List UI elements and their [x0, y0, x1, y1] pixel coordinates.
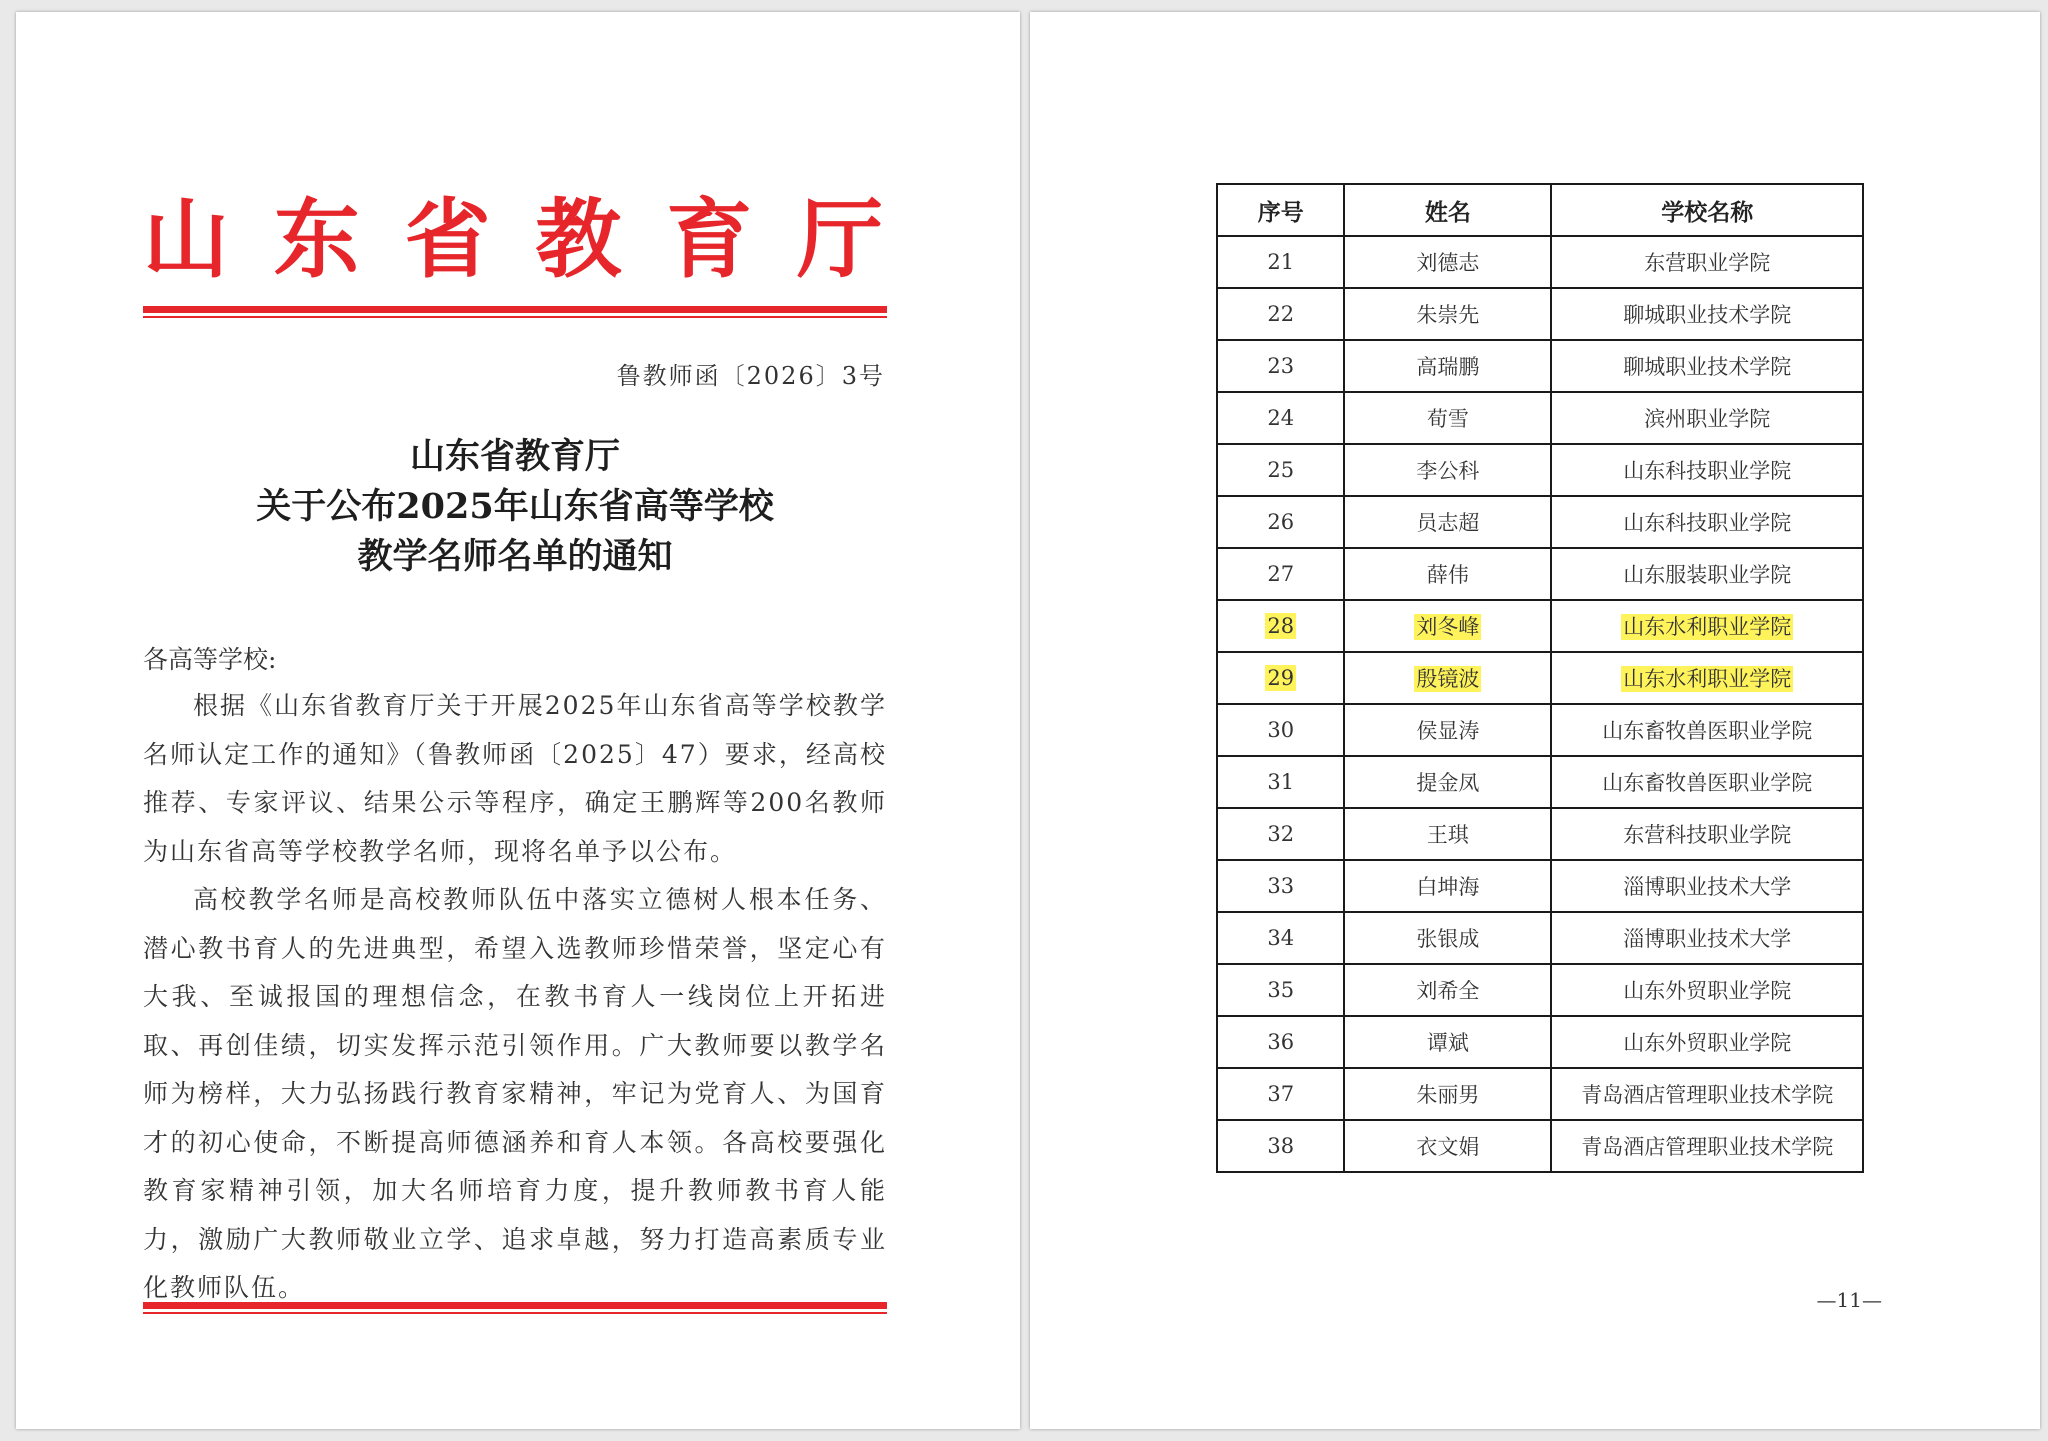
cell-name-text: 刘德志: [1416, 251, 1480, 275]
table-row: [1217, 704, 1863, 756]
cell-name-text: 殷镜波: [1416, 667, 1480, 691]
cell-name: [1344, 600, 1551, 652]
table-body: [1217, 236, 1863, 1172]
table-row: [1217, 912, 1863, 964]
cell-school: [1551, 1016, 1863, 1068]
cell-number: [1217, 444, 1344, 496]
cell-name-text: 高瑞鹏: [1416, 355, 1480, 379]
cell-number-text: 29: [1267, 666, 1295, 690]
cell-number: [1217, 756, 1344, 808]
cell-number-text: 22: [1267, 302, 1295, 326]
cell-number: [1217, 600, 1344, 652]
cell-name-text: 薛伟: [1426, 563, 1469, 587]
masthead-char: 育: [666, 189, 753, 290]
cell-school-text: 东营科技职业学院: [1623, 823, 1792, 847]
cell-number-text: 37: [1267, 1082, 1295, 1106]
cell-number-text: 28: [1267, 614, 1295, 638]
cell-name: [1344, 756, 1551, 808]
cell-number: [1217, 704, 1344, 756]
table-row: [1217, 652, 1863, 704]
masthead-char: 厅: [796, 189, 883, 290]
cell-school-text: 淄博职业技术大学: [1623, 875, 1792, 899]
table-row: [1217, 600, 1863, 652]
cell-name: [1344, 340, 1551, 392]
cell-school-text: 青岛酒店管理职业技术学院: [1581, 1135, 1834, 1159]
table-row: [1217, 1016, 1863, 1068]
header-school: 学校名称: [1551, 184, 1863, 236]
table-row: [1217, 548, 1863, 600]
cell-school-text: 山东服装职业学院: [1623, 563, 1792, 587]
masthead-char: 东: [273, 189, 360, 290]
masthead-char: 教: [535, 189, 622, 290]
header-name: 姓名: [1344, 184, 1551, 236]
cell-name-text: 提金凤: [1416, 771, 1480, 795]
cell-number-text: 31: [1267, 770, 1295, 794]
table-row: [1217, 964, 1863, 1016]
table-row: [1217, 1120, 1863, 1172]
table-row: [1217, 808, 1863, 860]
cell-name-text: 朱崇先: [1416, 303, 1480, 327]
cell-number-text: 32: [1267, 822, 1295, 846]
table-row: [1217, 1068, 1863, 1120]
footer-divider: [143, 1302, 887, 1314]
cell-school-text: 山东科技职业学院: [1623, 511, 1792, 535]
cell-number-text: 23: [1267, 354, 1295, 378]
cell-name-text: 员志超: [1416, 511, 1480, 535]
body-paragraph: 根据《山东省教育厅关于开展2025年山东省高等学校教学名师认定工作的通知》（鲁教师函〔2025〕47）要求，经高校推荐、专家评议、结果公示等程序，确定王鹏辉等200名教师为山东省高等学校教学名师，现将名单予以公布。: [143, 691, 887, 866]
cell-school-text: 淄博职业技术大学: [1623, 927, 1792, 951]
title-line: 关于公布2025年山东省高等学校: [256, 486, 774, 527]
cell-name-text: 王琪: [1426, 823, 1469, 847]
cell-number: [1217, 288, 1344, 340]
cell-number: [1217, 1068, 1344, 1120]
cell-name-text: 衣文娟: [1416, 1135, 1480, 1159]
cell-school-text: 山东水利职业学院: [1623, 615, 1792, 639]
cell-school: [1551, 808, 1863, 860]
cell-number-text: 33: [1267, 874, 1295, 898]
cell-name: [1344, 392, 1551, 444]
cell-school: [1551, 548, 1863, 600]
masthead: [143, 190, 883, 290]
cell-name: [1344, 652, 1551, 704]
cell-number: [1217, 964, 1344, 1016]
table-row: [1217, 236, 1863, 288]
table-row: [1217, 496, 1863, 548]
cell-number-text: 30: [1267, 718, 1295, 742]
cell-name-text: 荀雪: [1426, 407, 1469, 431]
cell-school: [1551, 704, 1863, 756]
teacher-list-table: [1216, 183, 1864, 1173]
cell-name: [1344, 704, 1551, 756]
table-row: [1217, 860, 1863, 912]
cell-school-text: 聊城职业技术学院: [1623, 355, 1792, 379]
table-header-row: [1217, 184, 1863, 236]
cell-school: [1551, 496, 1863, 548]
cell-name-text: 朱丽男: [1416, 1083, 1480, 1107]
cell-school: [1551, 1068, 1863, 1120]
body-paragraph: 高校教学名师是高校教师队伍中落实立德树人根本任务、潜心教书育人的先进典型，希望入选教师珍惜荣誉，坚定心有大我、至诚报国的理想信念，在教书育人一线岗位上开拓进取、再创佳绩，切实发挥示范引领作用。广大教师要以教学名师为榜样，大力弘扬践行教育家精神，牢记为党育人、为国育才的初心使命，不断提高师德涵养和育人本领。各高校要强化教育家精神引领，加大名师培育力度，提升教师教书育人能力，激励广大教师敬业立学、追求卓越，努力打造高素质专业化教师队伍。: [143, 885, 887, 1302]
title-line: 山东省教育厅: [409, 436, 620, 477]
cell-name-text: 白坤海: [1416, 875, 1480, 899]
cell-number: [1217, 808, 1344, 860]
cell-school: [1551, 288, 1863, 340]
cell-name-text: 张银成: [1416, 927, 1480, 951]
cell-name-text: 刘希全: [1416, 979, 1480, 1003]
masthead-char: 山: [143, 189, 229, 290]
cell-school: [1551, 756, 1863, 808]
cell-name: [1344, 236, 1551, 288]
cell-school-text: 山东外贸职业学院: [1623, 979, 1792, 1003]
table-row: [1217, 444, 1863, 496]
masthead-char: 省: [404, 189, 491, 290]
cell-name: [1344, 288, 1551, 340]
cell-school: [1551, 912, 1863, 964]
cell-number-text: 36: [1267, 1030, 1295, 1054]
cell-school-text: 聊城职业技术学院: [1623, 303, 1792, 327]
cell-school: [1551, 340, 1863, 392]
cell-name: [1344, 808, 1551, 860]
cell-number: [1217, 548, 1344, 600]
salutation: 各高等学校:: [143, 645, 277, 674]
cell-number-text: 38: [1267, 1134, 1295, 1158]
cell-name: [1344, 548, 1551, 600]
cell-number-text: 35: [1267, 978, 1295, 1002]
cell-name: [1344, 860, 1551, 912]
cell-school: [1551, 1120, 1863, 1172]
cell-number-text: 26: [1267, 510, 1295, 534]
cell-number: [1217, 912, 1344, 964]
cell-name-text: 李公科: [1416, 459, 1480, 483]
cell-school-text: 滨州职业学院: [1644, 407, 1771, 431]
cell-number-text: 25: [1267, 458, 1295, 482]
table-row: [1217, 288, 1863, 340]
cell-name: [1344, 444, 1551, 496]
cell-name: [1344, 1016, 1551, 1068]
cell-number: [1217, 340, 1344, 392]
document-page-right: [1030, 12, 2040, 1429]
cell-number-text: 21: [1267, 250, 1295, 274]
cell-name: [1344, 964, 1551, 1016]
cell-school: [1551, 392, 1863, 444]
cell-school-text: 山东畜牧兽医职业学院: [1602, 719, 1813, 743]
cell-number: [1217, 1120, 1344, 1172]
cell-school-text: 东营职业学院: [1644, 251, 1771, 275]
cell-school-text: 山东水利职业学院: [1623, 667, 1792, 691]
header-number: 序号: [1217, 184, 1344, 236]
cell-number: [1217, 652, 1344, 704]
cell-name-text: 刘冬峰: [1416, 615, 1480, 639]
cell-name: [1344, 1120, 1551, 1172]
cell-number: [1217, 236, 1344, 288]
cell-school-text: 山东畜牧兽医职业学院: [1602, 771, 1813, 795]
cell-school: [1551, 964, 1863, 1016]
cell-number: [1217, 1016, 1344, 1068]
cell-school: [1551, 236, 1863, 288]
cell-school: [1551, 600, 1863, 652]
page-number: —11—: [1816, 1288, 1882, 1312]
cell-name: [1344, 1068, 1551, 1120]
cell-school: [1551, 860, 1863, 912]
cell-name: [1344, 496, 1551, 548]
cell-school: [1551, 444, 1863, 496]
cell-number: [1217, 392, 1344, 444]
cell-number-text: 34: [1267, 926, 1295, 950]
cell-number-text: 24: [1267, 406, 1295, 430]
cell-school-text: 青岛酒店管理职业技术学院: [1581, 1083, 1834, 1107]
cell-school-text: 山东外贸职业学院: [1623, 1031, 1792, 1055]
cell-name-text: 侯显涛: [1416, 719, 1480, 743]
cell-number: [1217, 860, 1344, 912]
cell-number: [1217, 496, 1344, 548]
document-number: 鲁教师函〔2026〕3号: [616, 362, 885, 390]
document-page-left: [16, 12, 1020, 1429]
table-row: [1217, 756, 1863, 808]
table-row: [1217, 340, 1863, 392]
cell-school: [1551, 652, 1863, 704]
cell-name: [1344, 912, 1551, 964]
title-line: 教学名师名单的通知: [357, 536, 673, 577]
cell-name-text: 谭斌: [1426, 1031, 1469, 1055]
document-title: [143, 432, 887, 582]
masthead-divider: [143, 306, 887, 318]
table-row: [1217, 392, 1863, 444]
cell-number-text: 27: [1267, 562, 1295, 586]
cell-school-text: 山东科技职业学院: [1623, 459, 1792, 483]
